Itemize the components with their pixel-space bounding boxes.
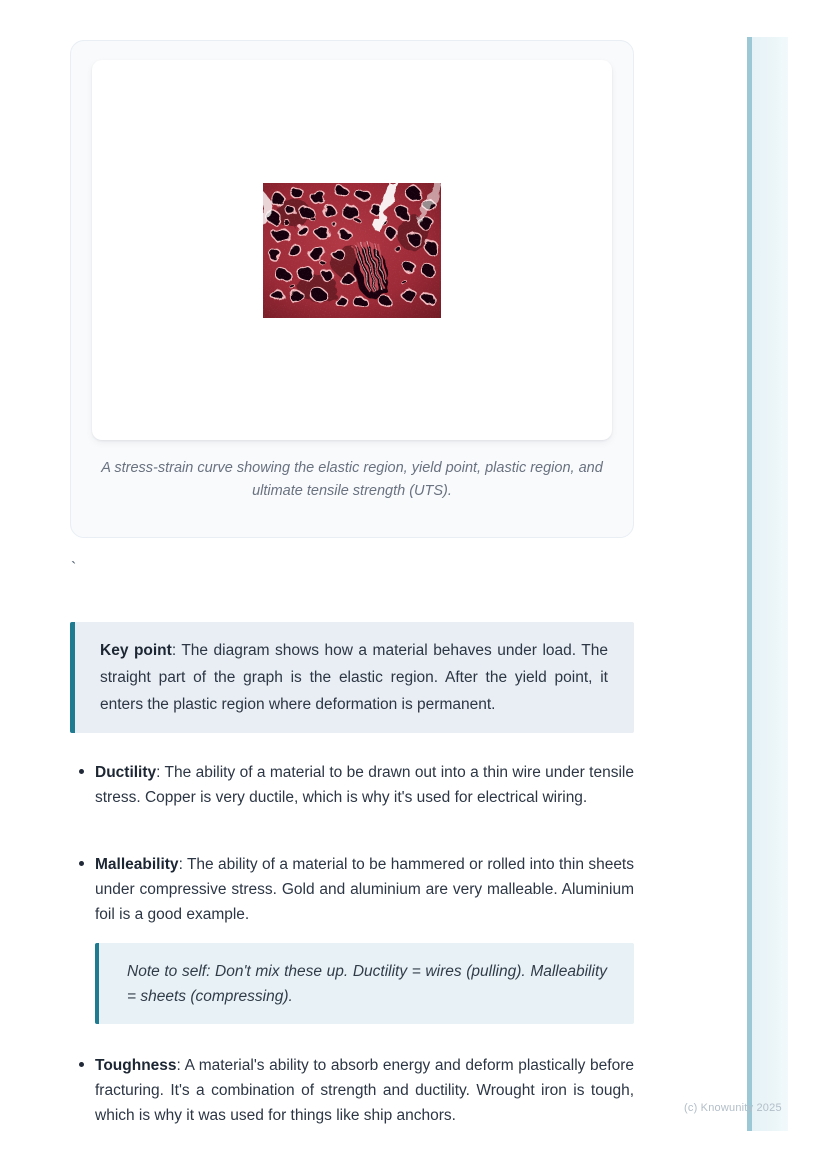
micrograph-image (263, 183, 441, 318)
bullet-text: : A material's ability to absorb energy and deform plastically before fracturing. It's a combination of strength and ductility. Wrought iron is tough, which is why it was used for things like ship anchors. (95, 1057, 634, 1124)
bullet-dot-icon (79, 1062, 84, 1067)
bullet-text: : The ability of a material to be drawn out into a thin wire under tensile stress. Copper is very ductile, which is why it's used for electrical wiring. (95, 764, 634, 806)
bullet-toughness (70, 1053, 634, 1128)
bullet-dot-icon (79, 861, 84, 866)
note-text: Note to self: Don't mix these up. Ductility = wires (pulling). Malleability = sheets (compressing). (127, 963, 607, 1005)
figure-image-frame (92, 60, 612, 440)
note-to-self-callout (95, 943, 634, 1024)
bullet-term: Toughness (95, 1057, 177, 1074)
bullet-text: : The ability of a material to be hammered or rolled into thin sheets under compressive stress. Gold and aluminium are very malleable. Aluminium foil is a good example. (95, 856, 634, 923)
figure-caption: A stress-strain curve showing the elastic region, yield point, plastic region, and ultimate tensile strength (UTS). (101, 460, 603, 499)
bullet-malleability (70, 852, 634, 927)
stray-backtick-character: ` (71, 560, 77, 577)
bullet-term: Malleability (95, 856, 179, 873)
right-edge-strip (747, 37, 788, 1131)
bullet-term: Ductility (95, 764, 157, 781)
bullet-ductility (70, 760, 634, 810)
watermark-text: (c) Knowunity 2025 (684, 1102, 782, 1114)
key-point-label: Key point (100, 642, 172, 659)
figure-card (70, 40, 634, 538)
key-point-text: : The diagram shows how a material behaves under load. The straight part of the graph is the elastic region. After the yield point, it enters the plastic region where deformation is permanent. (100, 642, 608, 713)
key-point-callout (70, 622, 634, 733)
bullet-dot-icon (79, 769, 84, 774)
